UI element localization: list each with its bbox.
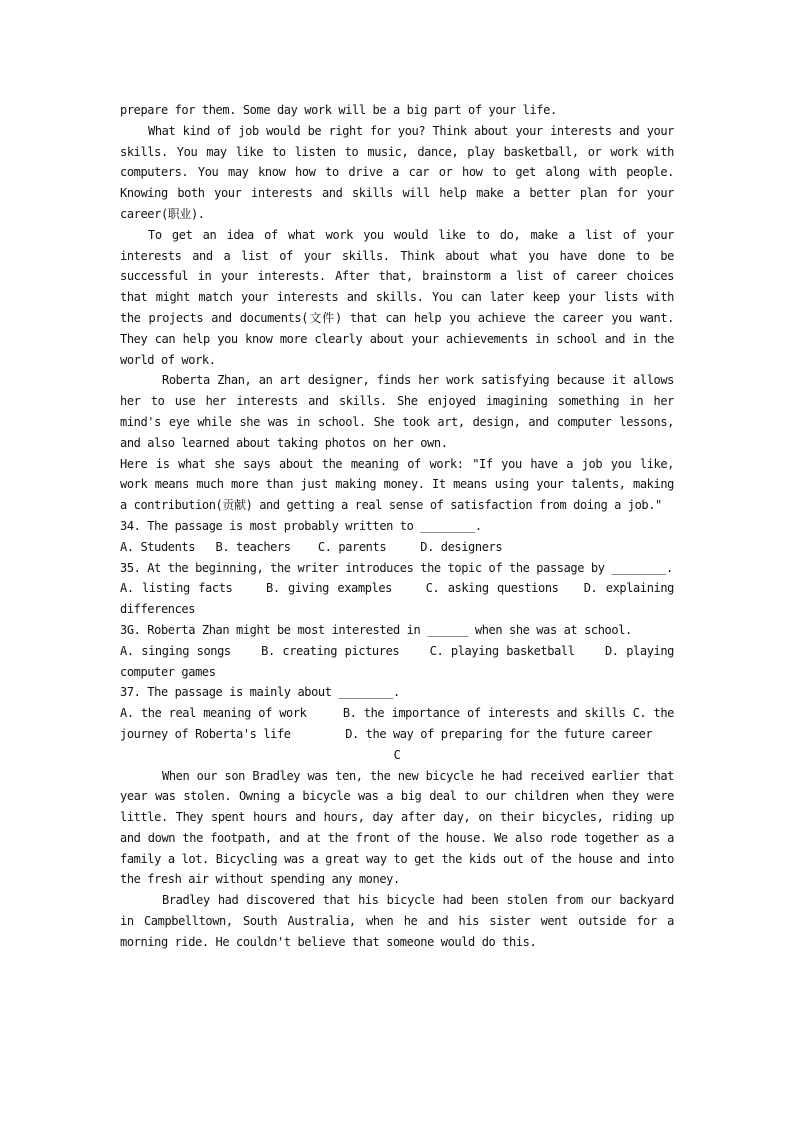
passage-c-paragraph-1: When our son Bradley was ten, the new bicycle he had received earlier that year was stolen. Owning a bicycle was a big deal to our children when they were little. They spent hours and hours, day after day, on their bicycles, riding up and down the footpath, and at the front of the house. We also rode together as a family a lot. Bicycling was a great way to get the kids out of the house and into the fresh air without spending any money. [120, 768, 674, 887]
document-page [120, 100, 681, 953]
question-36-options: A. singing songs B. creating pictures C. playing basketball D. playing computer games [120, 643, 681, 679]
passage-b-paragraph-1: What kind of job would be right for you? Think about your interests and your skills. You may like to listen to music, dance, play basketball, or work with computers. You may know how to drive a car or how to get along with people. Knowing both your interests and skills will help make a better plan for your career(职业). [120, 123, 674, 221]
passage-c-paragraph-2: Bradley had discovered that his bicycle had been stolen from our backyard in Campbelltown, South Australia, when he and his sister went outside for a morning ride. He couldn't believe that someone would do this. [120, 893, 674, 949]
question-35-options: A. listing facts B. giving examples C. asking questions D. explaining differences [120, 581, 681, 617]
question-35-stem: 35. At the beginning, the writer introduces the topic of the passage by ________. [120, 560, 673, 575]
passage-b-paragraph-0: prepare for them. Some day work will be a big part of your life. [120, 103, 557, 117]
passage-c-heading: C [393, 747, 401, 762]
question-37-stem: 37. The passage is mainly about ________. [120, 685, 400, 700]
question-37-options: A. the real meaning of work B. the importance of interests and skills C. the journey of Roberta's life D. the way of preparing for the future career [120, 706, 681, 741]
question-36-stem: 3G. Roberta Zhan might be most interested in ______ when she was at school. [120, 622, 632, 637]
passage-b-paragraph-4: Here is what she says about the meaning of work: "If you have a job you like, work means much more than just making money. It means using your talents, making a contribution(贡献) and getting a real sense of satisfaction from doing a job." [120, 456, 674, 513]
question-34-stem: 34. The passage is most probably written to ________. [120, 518, 482, 533]
question-34-options: A. Students B. teachers C. parents D. designers [120, 539, 503, 554]
passage-b-paragraph-2: To get an idea of what work you would like to do, make a list of your interests and a list of your skills. Think about what you have done to be successful in your interests. After that, brainstorm a list of career choices that might match your interests and skills. You can later keep your lists with the projects and documents(文件) that can help you achieve the career you want. They can help you know more clearly about your achievements in school and in the world of work. [120, 227, 674, 367]
passage-b-paragraph-3: Roberta Zhan, an art designer, finds her work satisfying because it allows her to use her interests and skills. She enjoyed imagining something in her mind's eye while she was in school. She took art, design, and computer lessons, and also learned about taking photos on her own. [120, 373, 674, 450]
